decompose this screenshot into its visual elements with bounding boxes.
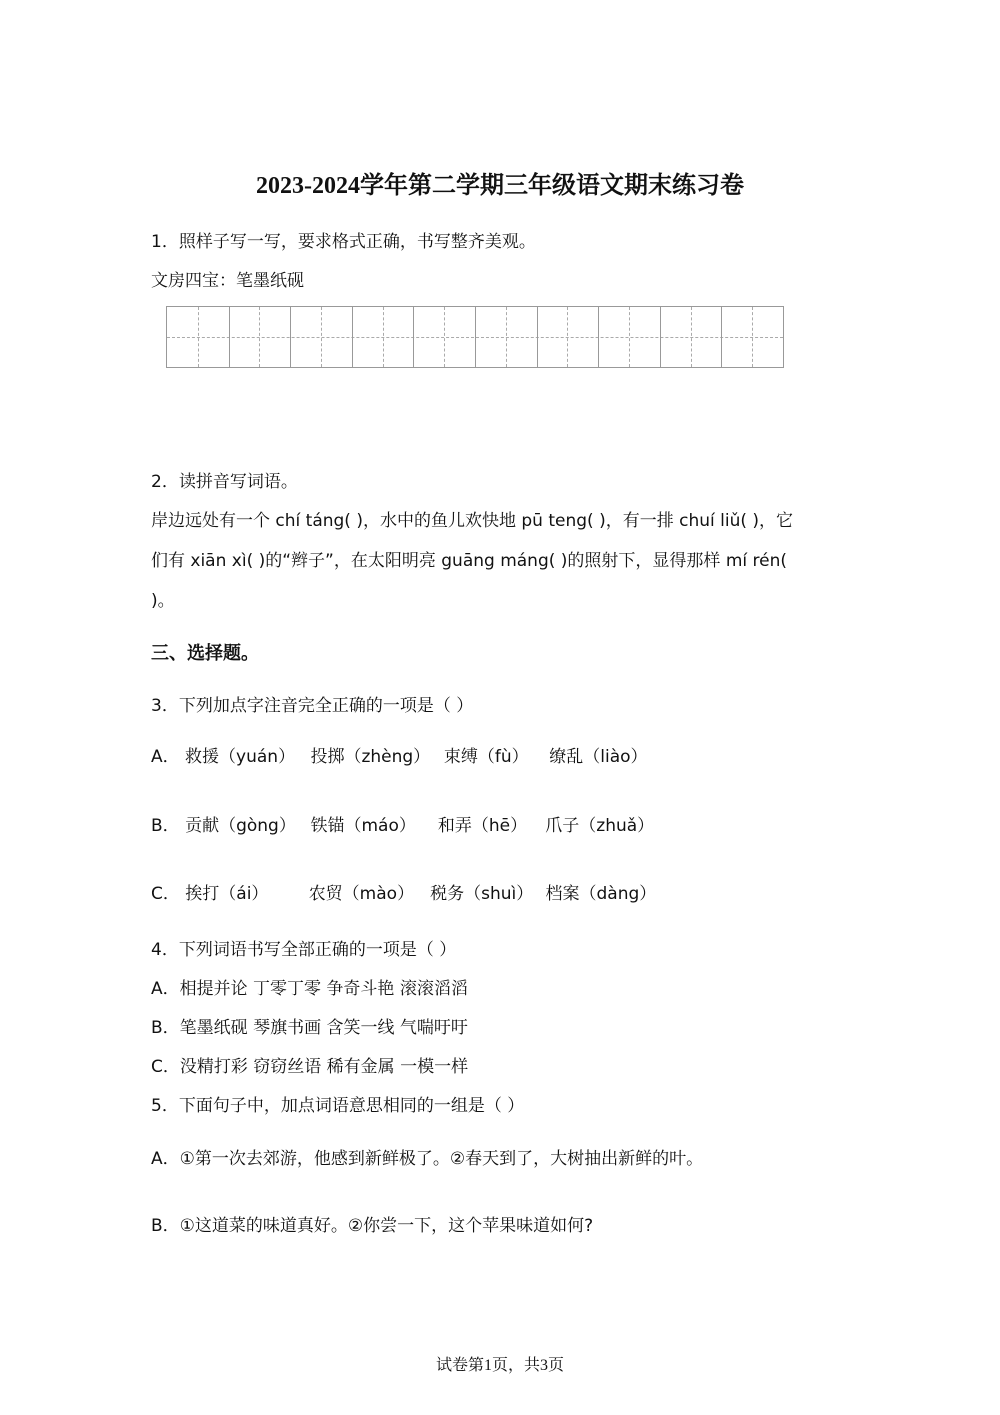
q4-option-c[interactable]: C．没精打彩 窃窃丝语 稀有金属 一模一样 (151, 1057, 469, 1077)
q3-option-c-item: 挨打（ái） (185, 884, 269, 904)
grid-box-border (352, 307, 353, 367)
grid-box-center-line (259, 307, 260, 367)
q3-prompt: 3．下列加点字注音完全正确的一项是（ ） (151, 696, 474, 716)
section-3-heading: 三、选择题。 (151, 643, 259, 664)
q3-option-b-item: 铁锚（máo） (310, 816, 416, 836)
q3-option-c-item: 税务（shuì） (430, 884, 534, 904)
q3-option-c-item: 农贸（mào） (308, 884, 415, 904)
q4-prompt: 4．下列词语书写全部正确的一项是（ ） (151, 940, 457, 960)
grid-box-center-line (691, 307, 692, 367)
q3-option-c-item: 档案（dàng） (545, 884, 657, 904)
q2-line1: 岸边远处有一个 chí táng( )，水中的鱼儿欢快地 pū teng( )，有一排 chuí liǔ( )，它 (151, 511, 794, 531)
q3-option-b-item: 和弄（hē） (437, 816, 528, 836)
q1-prompt: 1．照样子写一写，要求格式正确，书写整齐美观。 (151, 232, 536, 252)
q3-option-a-item: 救援（yuán） (185, 747, 296, 767)
page-footer: 试卷第1页，共3页 (435, 1357, 564, 1374)
grid-box-border (290, 307, 291, 367)
q5-option-b[interactable]: B．①这道菜的味道真好。②你尝一下，这个苹果味道如何? (151, 1216, 594, 1236)
q3-option-a-item: 投掷（zhèng） (310, 747, 431, 767)
q5-prompt: 5．下面句子中，加点词语意思相同的一组是（ ） (151, 1096, 525, 1116)
grid-box-border (475, 307, 476, 367)
q2-line3: )。 (151, 591, 175, 611)
q3-option-b-label: B． (151, 816, 180, 836)
grid-box-center-line (752, 307, 753, 367)
grid-box-center-line (321, 307, 322, 367)
grid-box-center-line (444, 307, 445, 367)
grid-box-border (598, 307, 599, 367)
q3-option-c-label: C． (151, 884, 180, 904)
q5-option-a[interactable]: A．①第一次去郊游，他感到新鲜极了。②春天到了，大树抽出新鲜的叶。 (151, 1149, 704, 1169)
grid-box-border (660, 307, 661, 367)
grid-box-center-line (506, 307, 507, 367)
q3-option-b-item: 贡献（gòng） (185, 816, 296, 836)
writing-grid[interactable] (166, 306, 784, 368)
q3-option-a-item: 束缚（fù） (443, 747, 529, 767)
q4-option-b[interactable]: B．笔墨纸砚 琴旗书画 含笑一线 气喘吁吁 (151, 1018, 468, 1038)
q2-line2: 们有 xiān xì( )的“辫子”，在太阳明亮 guāng máng( )的照射下，显得那样 mí rén( (151, 551, 787, 571)
q2-prompt: 2．读拼音写词语。 (151, 472, 298, 492)
q3-option-a-label: A． (151, 747, 180, 767)
page-title: 2023-2024学年第二学期三年级语文期末练习卷 (256, 173, 744, 199)
q3-option-b[interactable] (151, 818, 654, 835)
grid-box-center-line (629, 307, 630, 367)
q3-option-a-item: 缭乱（liào） (549, 747, 648, 767)
grid-box-border (229, 307, 230, 367)
q4-option-a[interactable]: A．相提并论 丁零丁零 争奇斗艳 滚滚滔滔 (151, 979, 468, 999)
q1-example: 文房四宝：笔墨纸砚 (151, 271, 304, 291)
grid-box-border (537, 307, 538, 367)
grid-box-center-line (567, 307, 568, 367)
grid-box-center-line (198, 307, 199, 367)
q3-option-b-item: 爪子（zhuǎ） (545, 816, 655, 836)
grid-box-border (721, 307, 722, 367)
grid-box-border (413, 307, 414, 367)
grid-box-center-line (383, 307, 384, 367)
q3-option-a[interactable] (151, 749, 648, 766)
q3-option-c[interactable] (151, 886, 656, 903)
